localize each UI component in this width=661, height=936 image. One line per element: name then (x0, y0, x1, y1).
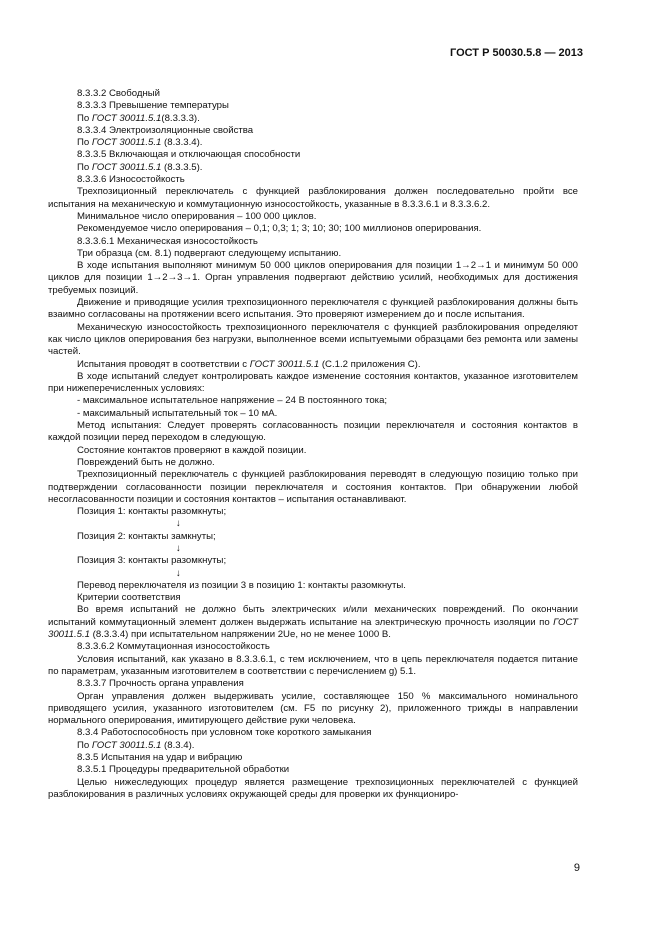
down-arrow-icon: ↓ (176, 542, 181, 554)
paragraph: Метод испытания: Следует проверять согласованность позиции переключателя и состояния контактов в каждой позиции перед переходом в следующую. (48, 420, 578, 444)
paragraph: 8.3.3.6.1 Механическая износостойкость (77, 235, 258, 247)
paragraph: Рекомендуемое число оперирования – 0,1; 0,3; 1; 3; 10; 30; 100 миллионов оперирования. (77, 223, 482, 235)
down-arrow-icon: ↓ (176, 567, 181, 579)
paragraph: В ходе испытания выполняют минимум 50 000 циклов оперирования для позиции 1→2→1 и минимум 50 000 циклов для позиции 1→2→3→1. Орган управления подвергают действию усилий, необходимых для достижения требуемых позиций. (48, 260, 578, 296)
paragraph: 8.3.3.4 Электроизоляционные свойства (77, 124, 254, 136)
paragraph: Трехпозиционный переключатель с функцией разблокирования переводят в следующую позицию только при подтверждении согласованности позиции переключателя и состояния контактов. При обнаружении любой несогласованности позиции и состояния контактов – испытания останавливают. (48, 469, 578, 505)
down-arrow-icon: ↓ (176, 518, 181, 530)
paragraph: Движение и приводящие усилия трехпозиционного переключателя с функцией разблокирования должны быть взаимно согласованы на протяжении всего испытания. Это проверяют измерением до и после испытания. (48, 297, 578, 321)
list-item: - максимальный испытательный ток – 10 мА. (77, 407, 278, 419)
paragraph: Критерии соответствия (77, 592, 181, 604)
paragraph: По ГОСТ 30011.5.1 (8.3.3.4). (77, 137, 203, 149)
paragraph: Целью нижеследующих процедур является размещение трехпозиционных переключателей с функцией разблокирования в различных условиях окружающей среды для проверки их функциониро- (48, 776, 578, 800)
page-number: 9 (573, 862, 580, 874)
paragraph: Состояние контактов проверяют в каждой позиции. (77, 444, 307, 456)
paragraph: 8.3.3.6.2 Коммутационная износостойкость (77, 641, 270, 653)
paragraph: Повреждений быть не должно. (77, 456, 215, 468)
paragraph: 8.3.3.5 Включающая и отключающая способности (77, 149, 301, 161)
list-item: - максимальное испытательное напряжение – 24 В постоянного тока; (77, 395, 388, 407)
paragraph: 8.3.5.1 Процедуры предварительной обработки (77, 764, 290, 776)
paragraph: 8.3.3.3 Превышение температуры (77, 100, 229, 112)
paragraph: 8.3.3.2 Свободный (77, 88, 161, 99)
paragraph: 8.3.3.6 Износостойкость (77, 174, 185, 186)
paragraph: Три образца (см. 8.1) подвергают следующему испытанию. (77, 247, 342, 259)
paragraph: Орган управления должен выдерживать усилие, составляющее 150 % максимального номинального приводящего усилия, указанного изготовителем (см. F5 по рисунку 2), приложенного трижды в направлении нормального оперирования, имитирующего действие руки человека. (48, 690, 578, 727)
paragraph: По ГОСТ 30011.5.1 (8.3.3.5). (77, 161, 203, 173)
paragraph: 8.3.4 Работоспособность при условном токе короткого замыкания (77, 727, 372, 739)
position-step: Позиция 2: контакты замкнуты; (77, 530, 216, 542)
paragraph: 8.3.3.7 Прочность органа управления (77, 678, 244, 690)
paragraph: Минимальное число оперирования – 100 000 циклов. (77, 210, 317, 222)
position-step: Перевод переключателя из позиции 3 в позицию 1: контакты разомкнуты. (77, 579, 406, 591)
position-step: Позиция 3: контакты разомкнуты; (77, 555, 227, 567)
document-header: ГОСТ Р 50030.5.8 — 2013 (449, 47, 583, 59)
paragraph: Условия испытаний, как указано в 8.3.3.6.1, с тем исключением, что в цепь переключателя подается питание по параметрам, указанным изготовителем в соответствии с перечислением g) 5.1. (48, 653, 578, 677)
paragraph: Испытания проводят в соответствии с ГОСТ 30011.5.1 (С.1.2 приложения С). (77, 358, 421, 370)
paragraph: В ходе испытаний следует контролировать каждое изменение состояния контактов, указанное изготовителем при нижеперечисленных условиях: (48, 370, 578, 395)
paragraph: Трехпозиционный переключатель с функцией разблокирования должен последовательно пройти все испытания на механическую и коммутационную износостойкость, указанные в 8.3.3.6.1 и 8.3.3.6.2. (48, 186, 578, 210)
paragraph: 8.3.5 Испытания на удар и вибрацию (77, 752, 243, 764)
position-step: Позиция 1: контакты разомкнуты; (77, 506, 227, 518)
paragraph: По ГОСТ 30011.5.1 (8.3.4). (77, 739, 195, 751)
paragraph: По ГОСТ 30011.5.1(8.3.3.3). (77, 112, 200, 124)
paragraph: Во время испытаний не должно быть электрических и/или механических повреждений. По окончании испытаний коммутационный элемент должен выдержать испытание на электрическую прочность изоляции по ГОСТ 30011.5.1 (8.3.3.4) при испытательном напряжении 2Ue, но не менее 1000 В. (48, 604, 578, 641)
document-body (48, 88, 578, 801)
paragraph: Механическую износостойкость трехпозиционного переключателя с функцией разблокирования определяют как число циклов оперирования без нагрузки, выполненное всеми испытуемыми образцами без ремонта или замены частей. (48, 321, 578, 358)
